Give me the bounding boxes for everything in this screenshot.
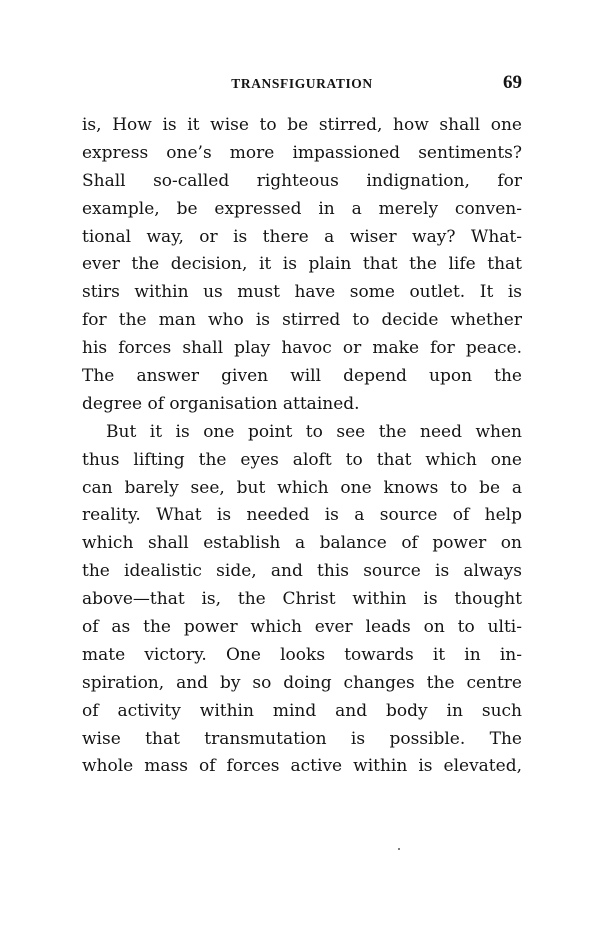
page-number: 69 bbox=[503, 72, 522, 93]
text-line: degree of organisation attained. bbox=[82, 393, 360, 414]
text-line: whole mass of forces active within is elevated, bbox=[82, 756, 522, 777]
text-line: of activity within mind and body in such bbox=[82, 700, 522, 721]
body-text bbox=[82, 112, 522, 781]
text-line: express one’s more impassioned sentiments? bbox=[82, 142, 522, 163]
text-line: wise that transmutation is possible. The bbox=[82, 728, 522, 749]
text-line: his forces shall play havoc or make for peace. bbox=[82, 338, 522, 359]
ink-speck bbox=[398, 848, 400, 850]
text-line: But it is one point to see the need when bbox=[106, 421, 522, 442]
text-line: can barely see, but which one knows to be a bbox=[82, 477, 522, 498]
text-line: ever the decision, it is plain that the life that bbox=[82, 254, 522, 275]
text-line: above—that is, the Christ within is thought bbox=[82, 589, 522, 610]
text-line: thus lifting the eyes aloft to that which one bbox=[82, 449, 522, 470]
text-line: of as the power which ever leads on to ulti- bbox=[82, 617, 522, 638]
text-line: tional way, or is there a wiser way? What- bbox=[82, 226, 522, 247]
text-line: is, How is it wise to be stirred, how shall one bbox=[82, 115, 522, 135]
text-line: reality. What is needed is a source of help bbox=[82, 505, 522, 526]
text-line: spiration, and by so doing changes the centre bbox=[82, 672, 522, 693]
text-line: example, be expressed in a merely conven- bbox=[82, 198, 522, 219]
text-line: which shall establish a balance of power on bbox=[82, 533, 522, 554]
text-line: mate victory. One looks towards it in in- bbox=[82, 644, 522, 665]
text-line: stirs within us must have some outlet. It is bbox=[82, 282, 522, 303]
paragraph-1 bbox=[82, 112, 522, 419]
text-line: Shall so-called righteous indignation, for bbox=[82, 170, 522, 191]
text-line: The answer given will depend upon the bbox=[82, 366, 522, 387]
chapter-title: TRANSFIGURATION bbox=[231, 76, 373, 91]
paragraph-2 bbox=[82, 419, 522, 782]
text-line: for the man who is stirred to decide whether bbox=[82, 310, 522, 331]
text-line: the idealistic side, and this source is always bbox=[82, 561, 522, 582]
running-head bbox=[82, 72, 522, 98]
